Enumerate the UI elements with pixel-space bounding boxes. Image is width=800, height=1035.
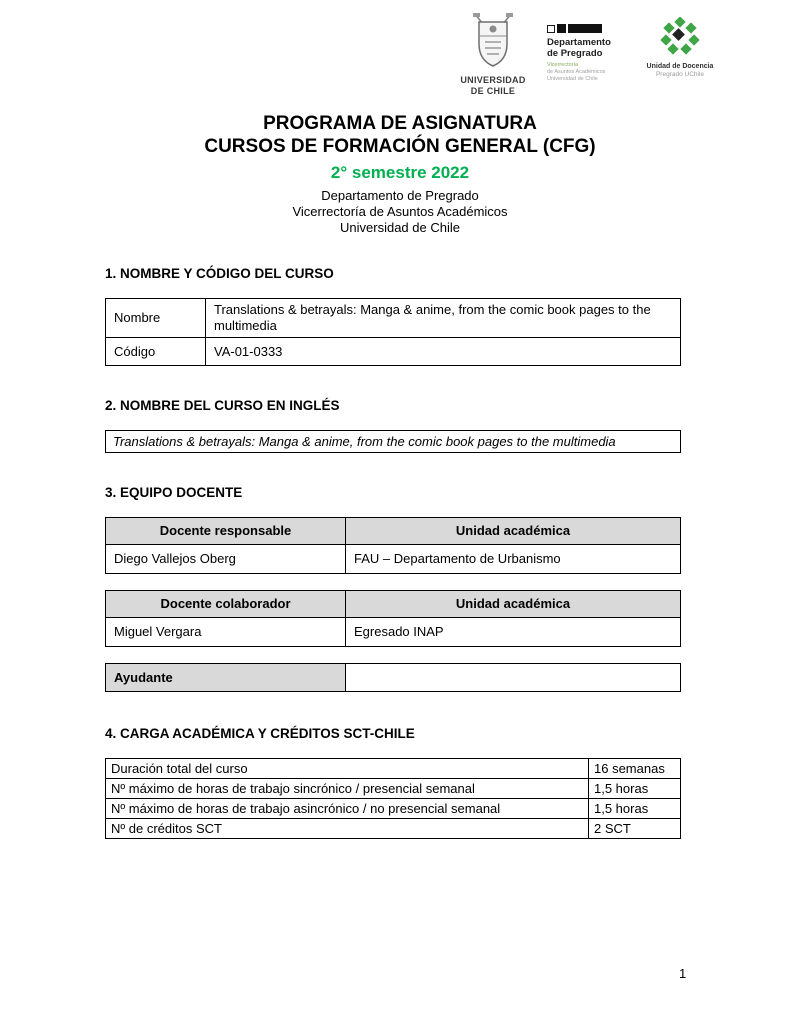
table-row <box>106 545 681 574</box>
docente-responsable-name: Diego Vallejos Oberg <box>106 545 346 574</box>
row-label-horas-sincronico: Nº máximo de horas de trabajo sincrónico / presencial semanal <box>106 779 589 799</box>
table-row <box>106 338 681 366</box>
pregrado-logo-subtext: Universidad de Chile <box>547 76 598 82</box>
duracion-value: 16 semanas <box>589 759 681 779</box>
column-header-unidad-academica: Unidad académica <box>346 518 681 545</box>
course-name-english-value: Translations & betrayals: Manga & anime, from the comic book pages to the multimedia <box>106 431 681 453</box>
subtitle-vicerrectoria: Vicerrectoría de Asuntos Académicos <box>292 204 508 219</box>
table-row <box>106 799 681 819</box>
subtitle-university: Universidad de Chile <box>340 220 460 235</box>
horas-asincronico-value: 1,5 horas <box>589 799 681 819</box>
docente-colaborador-unit: Egresado INAP <box>346 618 681 647</box>
docencia-logo-subtext: Pregrado UChile <box>655 71 705 78</box>
uchile-logo-text: DE CHILE <box>470 86 516 96</box>
table-row <box>106 819 681 839</box>
horas-sincronico-value: 1,5 horas <box>589 779 681 799</box>
row-label-creditos-sct: Nº de créditos SCT <box>106 819 589 839</box>
header-logos <box>452 12 720 97</box>
docente-colaborador-table <box>105 590 681 647</box>
row-label-duracion: Duración total del curso <box>106 759 589 779</box>
docencia-diamonds-icon <box>660 17 700 55</box>
uchile-crest-icon <box>471 12 515 70</box>
table-row <box>106 779 681 799</box>
table-row <box>106 664 681 692</box>
uchile-logo <box>452 12 534 97</box>
ayudante-table <box>105 663 681 692</box>
column-header-docente-colaborador: Docente colaborador <box>106 591 346 618</box>
ayudante-value <box>346 664 681 692</box>
docencia-logo <box>640 12 720 79</box>
section-2-heading: 2. NOMBRE DEL CURSO EN INGLÉS <box>105 398 340 413</box>
table-row <box>106 431 681 453</box>
row-label-ayudante: Ayudante <box>106 664 346 692</box>
row-label-horas-asincronico: Nº máximo de horas de trabajo asincrónico / no presencial semanal <box>106 799 589 819</box>
subtitle-department: Departamento de Pregrado <box>321 188 479 203</box>
document-title-line-2: CURSOS DE FORMACIÓN GENERAL (CFG) <box>204 136 596 157</box>
document-body <box>105 266 681 839</box>
pregrado-logo-title: de Pregrado <box>547 48 603 59</box>
course-name-english-table <box>105 430 681 453</box>
table-header-row <box>106 591 681 618</box>
course-name-code-table <box>105 298 681 366</box>
section-1-heading: 1. NOMBRE Y CÓDIGO DEL CURSO <box>105 266 334 281</box>
column-header-docente-responsable: Docente responsable <box>106 518 346 545</box>
pregrado-logo-subtext: de Asuntos Académicos <box>547 69 606 75</box>
row-label-codigo: Código <box>106 338 206 366</box>
course-name-value: Translations & betrayals: Manga & anime, from the comic book pages to the multimedia <box>206 299 681 338</box>
docente-colaborador-name: Miguel Vergara <box>106 618 346 647</box>
pregrado-logo-title: Departamento <box>547 37 611 48</box>
page-number: 1 <box>679 966 687 981</box>
carga-academica-table <box>105 758 681 839</box>
column-header-unidad-academica: Unidad académica <box>346 591 681 618</box>
docente-responsable-table <box>105 517 681 574</box>
docencia-logo-text: Unidad de Docencia <box>646 63 714 70</box>
section-3-heading: 3. EQUIPO DOCENTE <box>105 485 243 500</box>
course-code-value: VA-01-0333 <box>206 338 681 366</box>
row-label-nombre: Nombre <box>106 299 206 338</box>
document-title-line-1: PROGRAMA DE ASIGNATURA <box>263 113 537 134</box>
table-row <box>106 618 681 647</box>
uchile-logo-text: UNIVERSIDAD <box>460 75 526 85</box>
table-header-row <box>106 518 681 545</box>
pregrado-logo <box>547 12 627 83</box>
table-row <box>106 299 681 338</box>
creditos-sct-value: 2 SCT <box>589 819 681 839</box>
section-4-heading: 4. CARGA ACADÉMICA Y CRÉDITOS SCT-CHILE <box>105 726 415 741</box>
pregrado-squares-icon <box>547 24 627 33</box>
table-row <box>106 759 681 779</box>
pregrado-logo-subtext: Vicerrectoría <box>547 62 579 68</box>
semester-title: 2° semestre 2022 <box>330 163 470 182</box>
docente-responsable-unit: FAU – Departamento de Urbanismo <box>346 545 681 574</box>
